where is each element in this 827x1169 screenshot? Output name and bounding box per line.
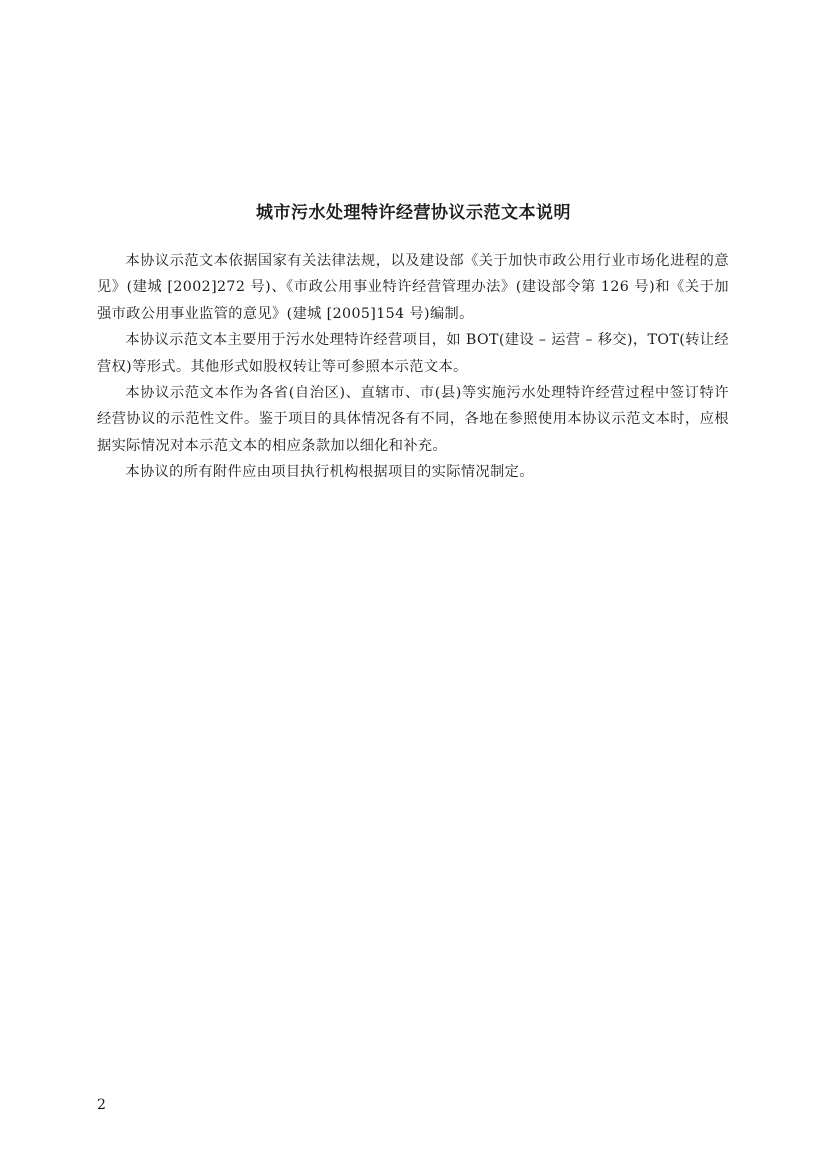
document-title: 城市污水处理特许经营协议示范文本说明 bbox=[256, 203, 571, 223]
paragraph-basis: 本协议示范文本依据国家有关法律法规，以及建设部《关于加快市政公用行业市场化进程的意见》(建城 [2002]272 号)、《市政公用事业特许经营管理办法》(建设部令第 126 号)和《关于加强市政公用事业监管的意见》(建城 [2005]154 号)编制。 bbox=[97, 253, 729, 322]
paragraph-attachments: 本协议的所有附件应由项目执行机构根据项目的实际情况制定。 bbox=[125, 464, 534, 481]
page-number: 2 bbox=[97, 1097, 106, 1113]
paragraph-usage: 本协议示范文本作为各省(自治区)、直辖市、市(县)等实施污水处理特许经营过程中签订特许经营协议的示范性文件。鉴于项目的具体情况各有不同，各地在参照使用本协议示范文本时，应根据实际情况对本示范文本的相应条款加以细化和补充。 bbox=[97, 385, 729, 454]
document-body bbox=[97, 248, 729, 486]
paragraph-scope: 本协议示范文本主要用于污水处理特许经营项目，如 BOT(建设 – 运营 – 移交)，TOT(转让经营权)等形式。其他形式如股权转让等可参照本示范文本。 bbox=[97, 332, 729, 375]
